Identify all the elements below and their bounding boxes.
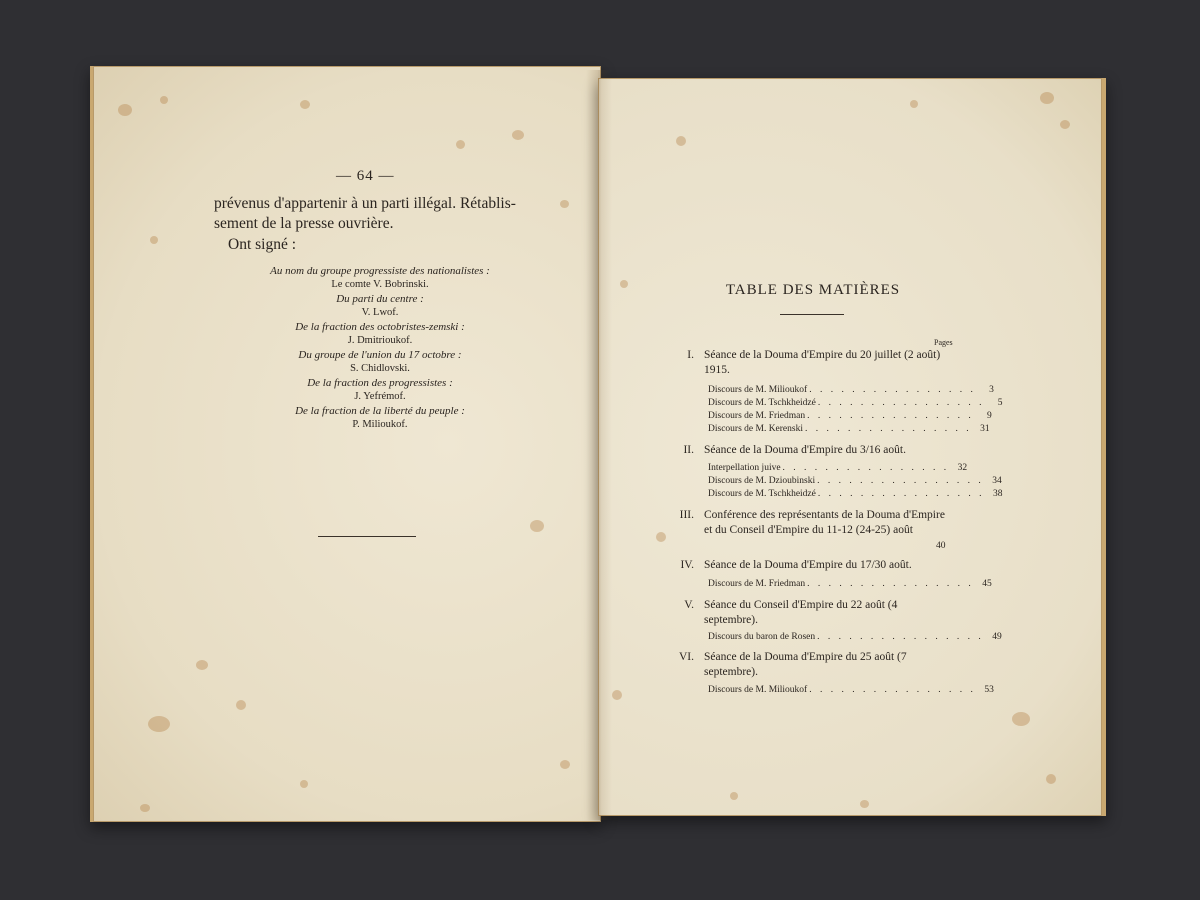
signatory-org: Du groupe de l'union du 17 octobre :: [298, 349, 462, 361]
section-number: I.: [687, 349, 694, 361]
leader-dots: . . . . . . . . . . . . . . . .: [804, 424, 972, 434]
signatory-org: Du parti du centre :: [336, 293, 424, 305]
entry-label: Discours de M. Friedman: [708, 579, 806, 589]
entry-page: 3: [989, 385, 994, 395]
signed-label: Ont signé :: [228, 236, 297, 253]
section-number: VI.: [678, 651, 694, 663]
toc-section: [672, 558, 952, 573]
closing-paragraph: [214, 194, 534, 234]
entry-label: Discours de M. Dzioubinski: [708, 476, 816, 486]
toc-entry: [708, 488, 1003, 500]
toc-entry: [708, 410, 992, 422]
toc-section: [672, 598, 952, 628]
signatory-org: De la fraction des progressistes :: [307, 377, 453, 389]
signatory-name: S. Chidlovski.: [350, 363, 410, 374]
entry-label: Discours de M. Tschkheidzé: [708, 489, 816, 499]
signatory-name: Le comte V. Bobrinski.: [331, 279, 429, 290]
toc-section: [672, 443, 952, 458]
entry-page: 5: [997, 398, 1003, 408]
entry-label: Discours du baron de Rosen: [708, 632, 816, 642]
paragraph-line: prévenus d'appartenir à un parti illégal. Rétablis-: [214, 195, 516, 212]
section-title: Séance de la Douma d'Empire du 25 août (7 septembre).: [704, 651, 907, 678]
signatory-org: De la fraction de la liberté du peuple :: [295, 405, 465, 417]
signatory: [230, 320, 530, 348]
entry-page: 9: [986, 411, 992, 421]
entry-page: 45: [982, 579, 992, 589]
section-title: Séance de la Douma d'Empire du 3/16 août.: [704, 444, 906, 456]
entry-label: Discours de M. Milioukof: [708, 685, 808, 695]
signatory-org: De la fraction des octobristes-zemski :: [295, 321, 465, 333]
leader-dots: . . . . . . . . . . . . . . . .: [807, 411, 974, 421]
signatory-name: J. Dmitrioukof.: [347, 335, 413, 346]
toc-entry: [708, 578, 992, 590]
toc-entry: [708, 462, 968, 474]
entry-label: Discours de M. Friedman: [708, 411, 806, 421]
toc-entry: [708, 423, 990, 435]
leader-dots: . . . . . . . . . . . . . . . .: [817, 398, 985, 408]
entry-page: 34: [992, 476, 1002, 486]
section-number: IV.: [680, 559, 694, 571]
signatory: [230, 348, 530, 376]
section-number: V.: [684, 599, 694, 611]
signatory: [230, 292, 530, 320]
entry-page: 53: [984, 685, 994, 695]
section-title: Conférence des représentants de la Douma d'Empire et du Conseil d'Empire du 11-12 (24-25) août: [704, 509, 945, 536]
entry-page: 31: [980, 424, 990, 434]
toc-section: [672, 348, 952, 378]
leader-dots: . . . . . . . . . . . . . . . .: [782, 463, 950, 473]
signatory-name: V. Lwof.: [361, 307, 399, 318]
toc-rule: [780, 314, 844, 315]
section-number: II.: [683, 444, 694, 456]
toc-entry: [708, 631, 1002, 643]
toc-entry: [708, 475, 1002, 487]
entry-page: 49: [992, 632, 1002, 642]
signatory-org: Au nom du groupe progressiste des nationalistes :: [270, 265, 490, 277]
entry-label: Interpellation juive: [708, 463, 781, 473]
signatory: [230, 404, 530, 432]
section-number: III.: [679, 509, 694, 521]
leader-dots: . . . . . . . . . . . . . . . .: [809, 385, 976, 395]
entry-label: Discours de M. Kerenski: [708, 424, 803, 434]
toc-entry: [708, 384, 994, 396]
toc-entry: [708, 684, 994, 696]
signatory-name: J. Yefrémof.: [354, 391, 406, 402]
pages-column-label: Pages: [934, 338, 953, 347]
section-page: 40: [936, 541, 946, 551]
leader-dots: . . . . . . . . . . . . . . . .: [817, 632, 984, 642]
leader-dots: . . . . . . . . . . . . . . . .: [809, 685, 976, 695]
paragraph-line: sement de la presse ouvrière.: [214, 215, 394, 232]
page-number: — 64 —: [336, 168, 395, 184]
leader-dots: . . . . . . . . . . . . . . . .: [817, 489, 985, 499]
signatory: [230, 264, 530, 292]
end-rule: [318, 536, 416, 537]
toc-title: TABLE DES MATIÈRES: [725, 282, 901, 298]
entry-page: 38: [992, 489, 1003, 499]
entry-label: Discours de M. Milioukof: [708, 385, 808, 395]
entry-page: 32: [957, 463, 968, 473]
toc-entry: [708, 397, 1003, 409]
toc-section: [672, 508, 952, 538]
section-title: Séance du Conseil d'Empire du 22 août (4 septembre).: [704, 599, 898, 626]
toc-section: [672, 650, 952, 680]
leader-dots: . . . . . . . . . . . . . . . .: [807, 579, 974, 589]
section-title: Séance de la Douma d'Empire du 20 juillet (2 août) 1915.: [704, 349, 941, 376]
signatory-name: P. Milioukof.: [352, 419, 408, 430]
entry-label: Discours de M. Tschkheidzé: [708, 398, 816, 408]
leader-dots: . . . . . . . . . . . . . . . .: [817, 476, 984, 486]
section-title: Séance de la Douma d'Empire du 17/30 août.: [704, 559, 912, 571]
signatory: [230, 376, 530, 404]
